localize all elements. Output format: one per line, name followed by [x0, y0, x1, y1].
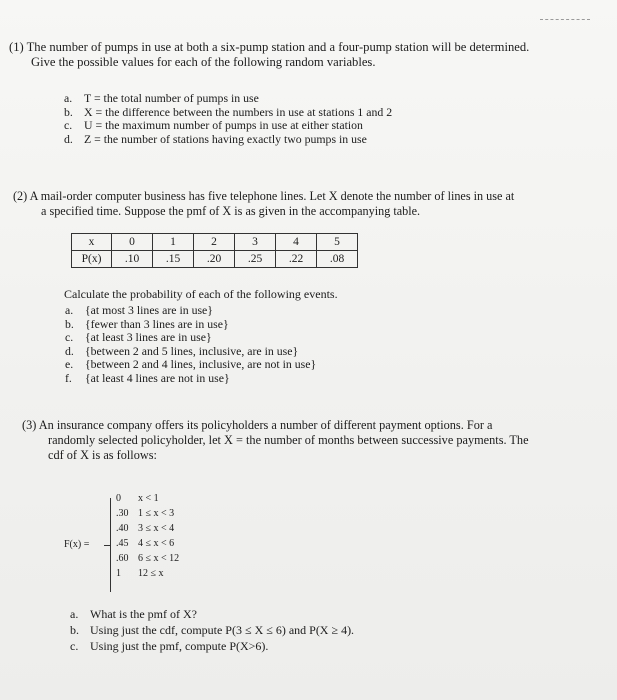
q2-item-text: {fewer than 3 lines are in use}	[85, 316, 229, 331]
q2-item-b	[65, 318, 316, 332]
cdf-brace-tip	[104, 545, 111, 546]
pmf-x-cell: 3	[235, 234, 276, 251]
q2-item-e	[65, 358, 316, 372]
q1-item-d	[64, 133, 392, 147]
q3-item-b	[70, 622, 354, 638]
q2-title	[13, 189, 514, 219]
q1-item-text: Z = the number of stations having exactly two pumps in use	[84, 131, 367, 146]
cdf-row	[116, 566, 179, 581]
q3-item-label: b.	[70, 623, 79, 637]
q2-title-line2: a specified time. Suppose the pmf of X is as given in the accompanying table.	[41, 204, 421, 218]
q1-item-label: b.	[64, 104, 73, 119]
cdf-row	[116, 536, 179, 551]
cdf-row	[116, 506, 179, 521]
q2-item-text: {at least 4 lines are not in use}	[85, 370, 230, 385]
q2-item-label: c.	[65, 330, 74, 344]
q1-title-line1: (1) The number of pumps in use at both a six-pump station and a four-pump station will be determined.	[9, 40, 530, 54]
cdf-row	[116, 491, 179, 506]
q2-item-list	[65, 304, 316, 385]
q2-title-line1: (2) A mail-order computer business has five telephone lines. Let X denote the number of lines in use at	[13, 189, 515, 203]
cdf-condition: 12 ≤ x	[138, 568, 164, 579]
pmf-x-cell: 5	[317, 234, 358, 251]
q1-title-line2: Give the possible values for each of the following random variables.	[31, 55, 376, 69]
q1-title	[9, 40, 529, 70]
cdf-row	[116, 521, 179, 536]
pmf-table	[71, 233, 358, 268]
q1-item-label: d.	[64, 131, 73, 146]
cdf-value: .30	[116, 508, 129, 519]
q3-title-line2: randomly selected policyholder, let X = the number of months between successive payments. The	[48, 433, 529, 447]
q3-title-line1: (3) An insurance company offers its policyholders a number of different payment options. For a	[22, 418, 493, 432]
q1-item-label: c.	[64, 118, 73, 132]
pmf-p-cell: .08	[317, 251, 358, 268]
q2-item-text: {at least 3 lines are in use}	[85, 330, 212, 344]
cdf-value: .45	[116, 538, 129, 549]
q2-item-label: d.	[65, 343, 74, 358]
q1-item-list	[64, 92, 392, 146]
q3-item-a	[70, 606, 354, 622]
pmf-x-cell: 0	[112, 234, 153, 251]
q2-item-text: {at most 3 lines are in use}	[85, 303, 213, 317]
cdf-condition: 3 ≤ x < 4	[138, 523, 175, 534]
q2-item-label: e.	[65, 357, 74, 371]
q2-item-a	[65, 304, 316, 318]
q3-title	[22, 418, 529, 463]
q1-item-text: T = the total number of pumps in use	[84, 91, 259, 105]
q3-item-text: Using just the pmf, compute P(X>6).	[90, 639, 269, 653]
q3-item-c	[70, 638, 354, 654]
q2-item-c	[65, 331, 316, 345]
pmf-x-row	[72, 234, 358, 251]
q2-item-label: a.	[65, 303, 74, 317]
cdf-value: .40	[116, 523, 129, 534]
cdf-value: 1	[116, 568, 121, 579]
pmf-x-cell: 2	[194, 234, 235, 251]
pmf-p-cell: .10	[112, 251, 153, 268]
q2-item-text: {between 2 and 4 lines, inclusive, are not in use}	[85, 357, 317, 371]
cdf-value: 0	[116, 493, 121, 504]
q3-title-line3: cdf of X is as follows:	[48, 448, 157, 462]
cdf-condition: 4 ≤ x < 6	[138, 538, 175, 549]
q3-item-text: Using just the cdf, compute P(3 ≤ X ≤ 6) and P(X ≥ 4).	[90, 623, 355, 637]
q2-item-label: b.	[65, 316, 74, 331]
q2-prompt: Calculate the probability of each of the following events.	[64, 287, 338, 301]
pmf-p-cell: .22	[276, 251, 317, 268]
cdf-condition: 1 ≤ x < 3	[138, 508, 175, 519]
q2-item-f	[65, 372, 316, 386]
page-mark	[540, 19, 590, 20]
pmf-x-cell: 4	[276, 234, 317, 251]
q1-item-text: X = the difference between the numbers in use at stations 1 and 2	[84, 104, 393, 119]
q1-item-a	[64, 92, 392, 106]
q2-item-d	[65, 345, 316, 359]
pmf-x-cell: 1	[153, 234, 194, 251]
cdf-row	[116, 551, 179, 566]
cdf-condition: 6 ≤ x < 12	[138, 553, 180, 564]
cdf-condition: x < 1	[138, 493, 159, 504]
q3-item-list	[70, 606, 354, 654]
q2-item-label: f.	[65, 370, 72, 385]
pmf-p-row	[72, 251, 358, 268]
cdf-value: .60	[116, 553, 129, 564]
pmf-x-header: x	[72, 234, 112, 251]
cdf-definition	[116, 491, 179, 581]
q3-item-label: c.	[70, 639, 79, 653]
q2-item-text: {between 2 and 5 lines, inclusive, are in use}	[85, 343, 299, 358]
q1-item-text: U = the maximum number of pumps in use at either station	[84, 118, 363, 132]
q3-item-label: a.	[70, 607, 79, 621]
q3-item-text: What is the pmf of X?	[90, 607, 197, 621]
q1-item-label: a.	[64, 91, 73, 105]
q1-item-c	[64, 119, 392, 133]
pmf-p-cell: .15	[153, 251, 194, 268]
pmf-p-cell: .20	[194, 251, 235, 268]
pmf-p-header: P(x)	[72, 251, 112, 268]
cdf-function-label: F(x) =	[64, 539, 90, 550]
pmf-p-cell: .25	[235, 251, 276, 268]
q1-item-b	[64, 106, 392, 120]
